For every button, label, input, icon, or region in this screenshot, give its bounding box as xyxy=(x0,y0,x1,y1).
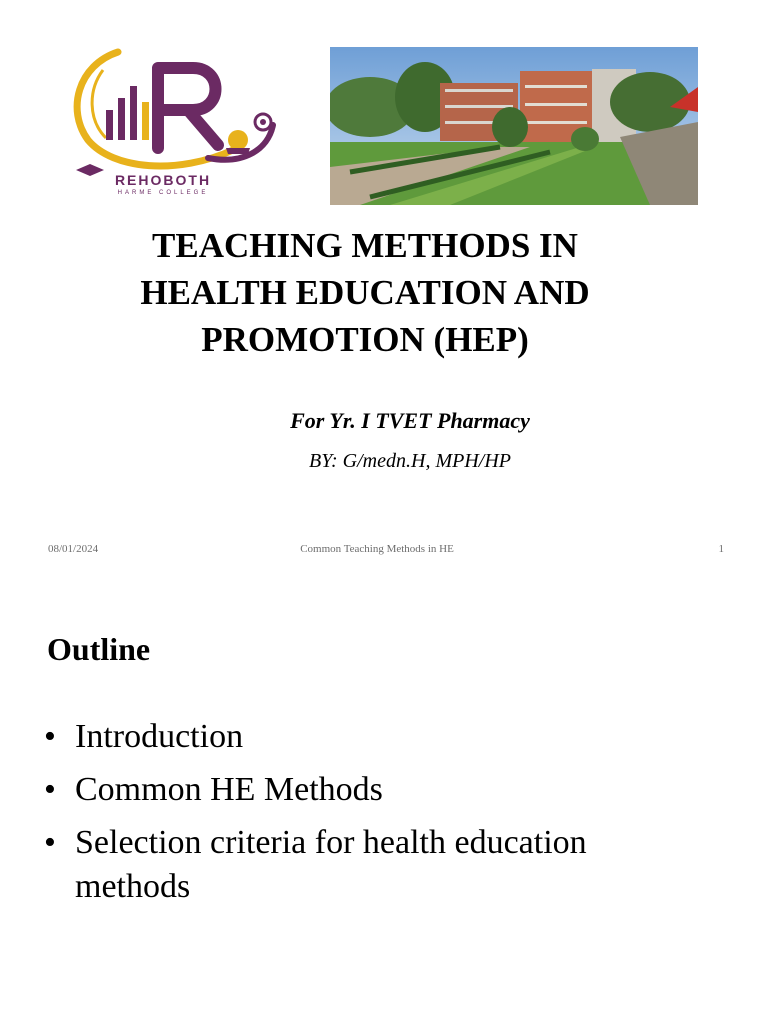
list-item-text: Introduction xyxy=(75,718,244,755)
footer-title: Common Teaching Methods in HE xyxy=(300,543,454,555)
list-item xyxy=(44,715,704,759)
list-item xyxy=(44,821,704,909)
logo-wordmark: REHOBOTH xyxy=(114,172,212,188)
outline-heading: Outline xyxy=(47,631,151,667)
slide-title xyxy=(60,222,670,363)
outline-slide xyxy=(0,575,768,1024)
list-item-text: Common HE Methods xyxy=(75,771,383,808)
logo-subtext: HARME COLLEGE xyxy=(117,190,209,196)
footer-page-number: 1 xyxy=(718,543,724,555)
audience-subtitle: For Yr. I TVET Pharmacy xyxy=(290,408,530,433)
bullet-icon: • xyxy=(44,718,56,755)
title-line: PROMOTION (HEP) xyxy=(201,320,529,359)
author-byline: BY: G/medn.H, MPH/HP xyxy=(308,450,511,472)
title-line: HEALTH EDUCATION AND xyxy=(140,273,590,312)
rehoboth-college-logo xyxy=(58,40,314,205)
bullet-icon: • xyxy=(44,771,56,808)
list-item xyxy=(44,768,704,812)
bullet-icon: • xyxy=(44,824,56,861)
footer-date: 08/01/2024 xyxy=(48,543,99,555)
outline-list xyxy=(44,715,704,918)
title-line: TEACHING METHODS IN xyxy=(152,226,578,265)
list-item-text: Selection criteria for health education methods xyxy=(75,824,587,905)
campus-photo xyxy=(330,47,698,205)
